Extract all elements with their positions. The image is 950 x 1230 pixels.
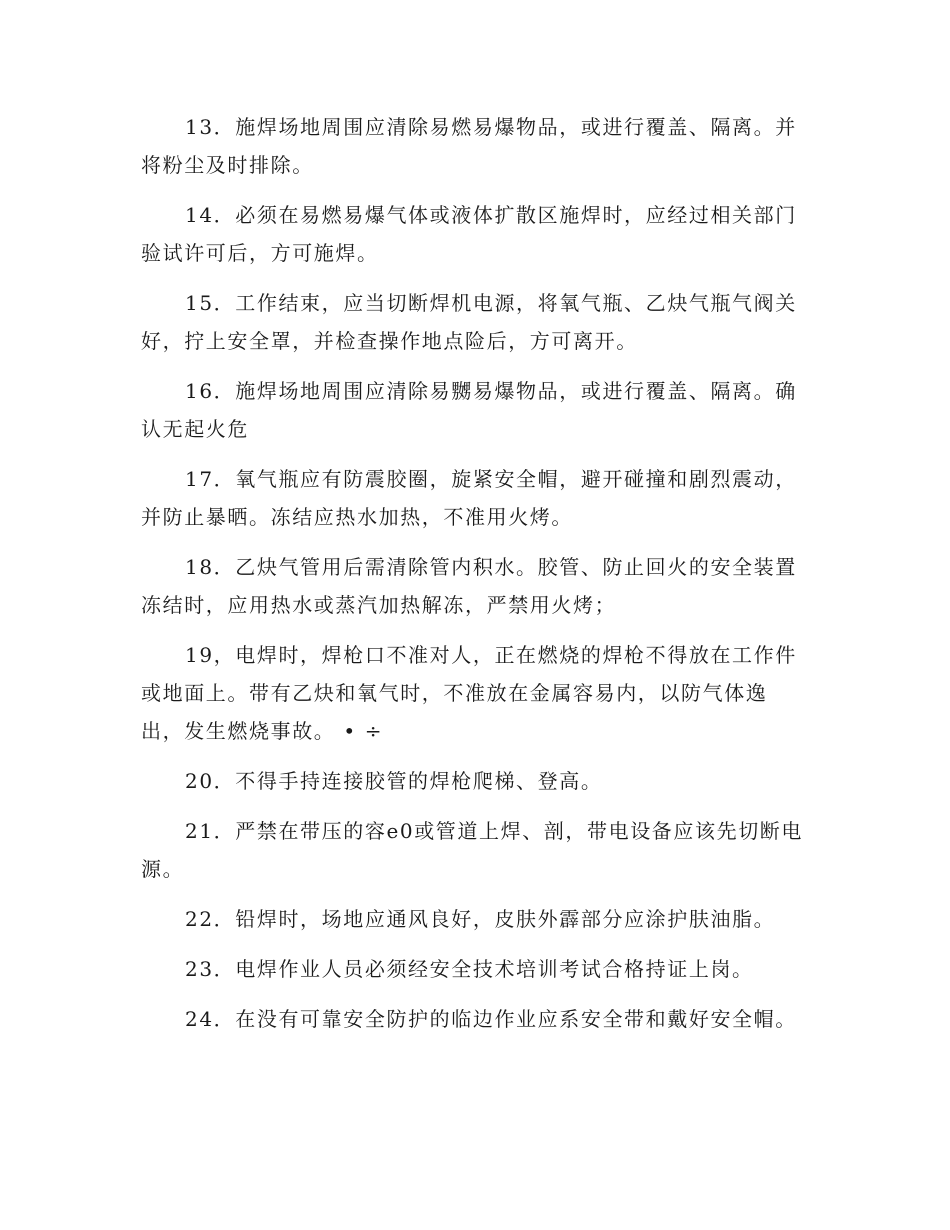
paragraph-line: 好，拧上安全罩，并检查操作地点险后，方可离开。 [141, 329, 638, 353]
paragraph-line: 并防止暴晒。冻结应热水加热，不准用火烤。 [141, 505, 573, 529]
paragraph-line: 13．施焊场地周围应清除易燃易爆物品，或进行覆盖、隔离。并 [185, 115, 797, 139]
paragraph-line: 将粉尘及时排除。 [141, 153, 314, 177]
paragraph-line: 19，电焊时，焊枪口不准对人，正在燃烧的焊枪不得放在工作件 [185, 643, 797, 667]
paragraph-line: 16．施焊场地周围应清除易嬲易爆物品，或进行覆盖、隔离。确 [185, 379, 797, 403]
paragraph-24 [141, 1000, 811, 1038]
paragraph-line: 15．工作结束，应当切断焊机电源，将氧气瓶、乙炔气瓶气阀关 [185, 291, 797, 315]
paragraph-14 [141, 196, 811, 272]
paragraph-line: 源。 [141, 857, 185, 881]
paragraph-line: 18．乙炔气管用后需清除管内积水。胶管、防止回火的安全装置 [185, 555, 797, 579]
paragraph-13 [141, 108, 811, 184]
document-body [141, 108, 811, 1050]
paragraph-19 [141, 636, 811, 750]
paragraph-17 [141, 460, 811, 536]
paragraph-20 [141, 762, 811, 800]
paragraph-line: 14．必须在易燃易爆气体或液体扩散区施焊时，应经过相关部门 [185, 203, 797, 227]
paragraph-line: 17．氧气瓶应有防震胶圈，旋紧安全帽，避开碰撞和剧烈震动， [185, 467, 797, 491]
paragraph-line: 冻结时，应用热水或蒸汽加热解冻，严禁用火烤； [141, 593, 617, 617]
paragraph-line: 或地面上。带有乙炔和氧气时，不准放在金属容易内，以防气体逸 [141, 681, 768, 705]
paragraph-line: 22．铅焊时，场地应通风良好，皮肤外霹部分应涂护肤油脂。 [185, 907, 776, 931]
paragraph-22 [141, 900, 811, 938]
paragraph-16 [141, 372, 811, 448]
paragraph-line: 24．在没有可靠安全防护的临边作业应系安全带和戴好安全帽。 [185, 1007, 797, 1031]
paragraph-line: 验试许可后，方可施焊。 [141, 241, 379, 265]
paragraph-line: 21．严禁在带压的容e0或管道上焊、剖，带电设备应该先切断电 [185, 819, 804, 843]
paragraph-23 [141, 950, 811, 988]
paragraph-21 [141, 812, 811, 888]
paragraph-line: 23．电焊作业人员必须经安全技术培训考试合格持证上岗。 [185, 957, 754, 981]
paragraph-line: 认无起火危 [141, 417, 249, 441]
paragraph-line: 出，发生燃烧事故。 • ÷ [141, 719, 384, 743]
paragraph-18 [141, 548, 811, 624]
paragraph-line: 20．不得手持连接胶管的焊枪爬梯、登高。 [185, 769, 603, 793]
paragraph-15 [141, 284, 811, 360]
